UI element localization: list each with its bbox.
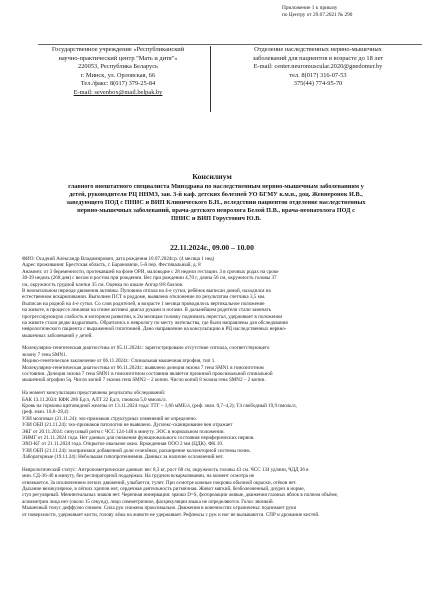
consult-date-time: 22.11.2024г., 09.00 – 10.00 [170, 243, 254, 252]
institution-email[interactable]: E-mail: sevenbox@mail.belpak.by [73, 88, 163, 96]
department-phone-2: 375(44) 774-95-70 [293, 80, 343, 88]
body-line: неврологического пациента с выраженной гипотонией. Дано направление на консультацию в РЦ наследственных нервно- [22, 326, 287, 333]
department-name-1: Отделение наследственных нервно-мышечных [254, 46, 382, 53]
annex-line-2: по Центру от 29.07.2021 № 290 [282, 11, 353, 18]
department-phone-1: тел. 8(017) 316-07-53 [289, 71, 347, 79]
header-divider [210, 46, 211, 112]
institution-header-block [38, 46, 198, 98]
header-top-rule [38, 44, 422, 45]
institution-address: г. Минск, ул. Орловская, 66 [80, 71, 156, 79]
body-line: на животе, в процессе лежания на спине активно двигал руками и ногами. В дальнейшем родители стали замечать [22, 307, 271, 314]
institution-name-2: научно-практический центр "Мать и дитя"» [58, 54, 178, 62]
body-line: от поверхности, удерживает кисти, голову лёжа на животе не удерживает. Рефлексы с рук и ног не вызываются. СПР и дрожание кистей. [22, 511, 320, 518]
department-email[interactable]: E-mail: center.neuromuscular.2020@gnedomer.by [253, 63, 383, 71]
body-line: УЗИ ОБП (21.11.24): эхопризнаки добавочной доли селезёнки, расширение коллекторной системы почек. [22, 447, 251, 454]
body-line: БАК 13.11.2024: КФК 286 Ед/л, АЛТ 22 Ед/л, глюкоза 5,0 ммоль/л. [22, 396, 167, 403]
body-line: мин. СД-36-40 в минуту, без респираторной поддержки. На грудном вскармливании, на момент осмотра не [22, 473, 255, 480]
institution-postal-code: 220053, Республика Беларусь [78, 63, 158, 71]
body-line: Анамнез: от 3 беременности, протекавшей на фоне ОРИ, маловодие с 28 недели гестации. 3 в срочных родах на сроке [22, 268, 279, 275]
body-line: На момент консультации представлены результаты обследований: [22, 390, 166, 397]
body-line: мышечной атрофии 5q. Число копий 7 экзона гена SMN2 – 2 копии. Число копий 8 экзона гена SMN2 – 2 копии. [22, 377, 266, 384]
consult-subtitle-line-5: ПНИС и ВИП Горустович Ю.В. [171, 215, 261, 222]
body-line: см, окружность грудной клетки 35 см. Оценка по шкале Апгар 8/8 баллов. [22, 281, 184, 288]
body-line: мышечных заболеваний у детей. [22, 332, 93, 339]
body-line: В неонатальном периоде движения активны. Пуповина отпала на 4-е сутки, ребёнок выписан домой, находился на [22, 287, 271, 294]
body-line: (реф. знач. 10,8–28,4) [22, 409, 69, 416]
body-line: ЭКГ от 20.11.2024: синусовый ритм с ЧСС 124-148 в минуту. ЭОС в нормальном положении. [22, 428, 225, 435]
institution-phone: Тел./факс: 8(017) 379-25-84 [80, 80, 156, 88]
body-line: ЭХО-КГ от 21.11.2024 года. Открытое овальное окно. Врожденная ООО 2 мм (ЦДК). ФК 10. [22, 441, 224, 448]
body-line: Кровь на гормоны щитовидной железы от 13.11.2024 года: ТТГ – 1,66 мМЕ/л, (реф. знач. 0,7–4,2); T4 свободный 19,9 пмоль/л, [22, 402, 297, 409]
body-line: на животе стали редко вздрагивать. Обратились к неврологу по месту жительства, где были направлены для обследования [22, 319, 288, 326]
consult-subtitle-line-4: нервно-мышечных заболеваний, врача-детского невролога Белой П.В., врача-неонатолога ПОД с [77, 207, 355, 214]
department-name-2: заболеваний для пациентов в возрасте до 18 лет [252, 54, 384, 62]
body-line: Адрес проживания: Брестская область, г. Барановичи, 5-й пер. Фестивальный, д. 8 [22, 262, 201, 269]
order-annex-note [282, 5, 418, 18]
body-line: отвлекается. За исключением легких движений, улыбается, гулит. При осмотре кожные покровы обычной окраски, отёков нет. [22, 479, 297, 486]
body-line: Дыхание везикулярное, в лёгких хрипов нет, сердечная деятельность ритмичная. Живот мягкий, безболезненный, диурез в норме, [22, 486, 305, 493]
body-line: прогрессирующую слабость в моторном развитии, к 2м месяцам головку поднимать перестал, удерживает в положении [22, 313, 283, 320]
body-line: 38-39 недель (268 дня) с весом и ростом при рождении. Вес при рождении 4,70 г, длина 56 см, окружность головы 37 [22, 275, 277, 282]
body-line: УЗИ мозговых (21.11.24): эхо-признаков структурных изменений не определено. [22, 415, 197, 422]
body-line: естественном вскармливании. Выполнен ПСТ в роддоме, выявлено отклонение по результатам счетчика 3,5 мм. [22, 294, 266, 301]
body-line: ЭНМГ от 21.11.2024 года. Нет данных для снижения функционального состояния периферических нервов. [22, 434, 255, 441]
body-line: Молекулярно-генетическая диагностика от 05.11.2024г.: зарегистрировано отсутствие сигнала, соответствующего [22, 345, 270, 352]
body-line: ФИО: Осадчий Александр Владимирович, дата рождения 10.07.2024г.р. (4 месяца 1 нед) [22, 256, 215, 262]
body-line: УЗИ ОБП (21.11.24): эхо-признаков патологии не выявлено. Дуплекс-сканирование вен отражает [22, 422, 233, 429]
annex-line-1: Приложение 1 к приказу [282, 5, 338, 11]
body-line: состоянии. Делеция экзона 7 гена SMN1 в гомозиготном состоянии является причиной проксимальной спинальной [22, 371, 273, 378]
body-line: Выписан на родной на 4-е сутки. Со слов родителей, в возрасте 1 месяца проводилось вертикальное положение [22, 300, 265, 307]
body-line: экзону 7 гена SMN1. [22, 351, 67, 358]
consult-subtitle-line-1: главного внештатного специалиста Минздрава по наследственным нервно-мышечным заболеваниям у [68, 183, 364, 190]
body-line: Медико-генетическое заключение от 06.11.2024г.: Спинальная мышечная атрофия, тип 1. [22, 358, 216, 365]
consult-subtitle-line-2: детей, руководителя РЦ ННМЗ, зав. 3-й каф. детских болезней УО БГМУ к.м.н., доц. Жевнеронок И.В., [69, 191, 363, 198]
body-line: Молекулярно-генетическая диагностика от 06.11.2024г.: выявлено делеция экзона 7 гена SMN1 в гомозиготном [22, 364, 264, 371]
body-line: Лабораторные (19.11.24): Небольшая гипопротеинемия. Данных за наличие осложнений нет. [22, 454, 224, 461]
body-line: Неврологический статус: Антропометрические данные: вес 8,3 кг, рост 68 см, окружность головы 43 см. ЧСС 134 уд/мин, ЧДД 36 в [22, 466, 309, 473]
document-title: Консилиум [192, 172, 232, 181]
document-body [22, 256, 418, 518]
institution-name-1: Государственное учреждение «Республиканский [51, 46, 185, 53]
body-line: стул регулярный. Менингеальных знаков нет. Черепная иннервация: зрачки D=S, фотореакции живые, движения глазных яблок в полном объёме, [22, 492, 339, 499]
body-line: асимметрии лица нет (около 15 секунд), лицо симметричное, фасцикуляции языка не определяются. Голос звонкий. [22, 498, 274, 505]
consult-subtitle-line-3: заведующего ПОД с ПНИС и ВИП Клинического Б.Н., вследствии пациентов отделение наследственных [66, 199, 366, 206]
body-line: Мышечный тонус диффузно снижен. Сила рук снижена проксимально. Движения в конечностях ограничены: поднимает руки [22, 505, 297, 512]
department-header-block [214, 46, 422, 89]
